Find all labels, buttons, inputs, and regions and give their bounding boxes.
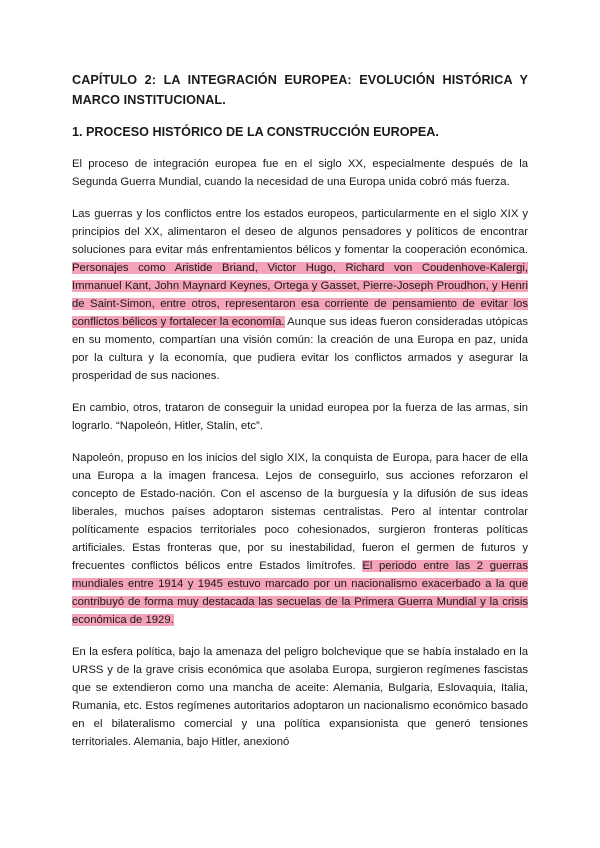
paragraph-1: El proceso de integración europea fue en el siglo XX, especialmente después de la Segunda Guerra Mundial, cuando la necesidad de una Europa unida cobró más fuerza. <box>72 158 528 188</box>
paragraph-3: En cambio, otros, trataron de conseguir la unidad europea por la fuerza de las armas, sin lograrlo. “Napoleón, Hitler, Stalin, etc”. <box>72 402 528 432</box>
paragraph-4 <box>72 449 528 629</box>
paragraph-4-text-a: Napoleón, propuso en los inicios del siglo XIX, la conquista de Europa, para hacer de ella una Europa a la imagen francesa. Lejos de conseguirlo, sus acciones reforzaron el concepto de Estado-nación. Con el ascenso de la burguesía y la difusión de sus ideas liberales, muchos países adoptaron sistemas centralistas. Pero al intentar controlar políticamente espacios territoriales poco cohesionados, surgieron fronteras políticas artificiales. Estas fronteras que, por su inestabilidad, fueron el germen de futuros y frecuentes conflictos bélicos entre Estados limítrofes. <box>72 452 528 572</box>
paragraph-2-text-a: Las guerras y los conflictos entre los estados europeos, particularmente en el siglo XIX y principios del XX, alimentaron el deseo de algunos pensadores y políticos de encontrar soluciones para evitar más enfrentamientos bélicos y fomentar la cooperación económica. <box>72 208 528 256</box>
highlight-periodo-entre-guerras: El periodo entre las 2 guerras mundiales entre 1914 y 1945 estuvo marcado por un nacionalismo exacerbado a la que contribuyó de forma muy destacada las secuelas de la Primera Guerra Mundial y la crisis económica de 1929. <box>72 560 528 626</box>
paragraph-2-text-b: Aunque sus ideas fueron consideradas utópicas en su momento, compartían una visión común: la creación de una Europa en paz, unida por la cultura y la economía, que pudiera evitar los conflictos armados y asegurar la prosperidad de sus naciones. <box>72 316 528 382</box>
chapter-title: CAPÍTULO 2: LA INTEGRACIÓN EUROPEA: EVOLUCIÓN HISTÓRICA Y MARCO INSTITUCIONAL. <box>72 73 528 107</box>
paragraph-5: En la esfera política, bajo la amenaza del peligro bolchevique que se había instalado en la URSS y de la grave crisis económica que asolaba Europa, surgieron regímenes fascistas que se extendieron como una mancha de aceite: Alemania, Bulgaria, Eslovaquia, Italia, Rumania, etc. Estos regímenes autoritarios adoptaron un nacionalismo económico basado en el bilateralismo comercial y una política expansionista que generó tensiones territoriales. Alemania, bajo Hitler, anexionó <box>72 646 528 748</box>
highlight-personajes: Personajes como Aristide Briand, Victor Hugo, Richard von Coudenhove-Kalergi, Immanuel Kant, John Maynard Keynes, Ortega y Gasset, Pierre-Joseph Proudhon, y Henri de Saint-Simon, entre otros, representaron esa corriente de pensamiento de evitar los conflictos bélicos y fortalecer la economía. <box>72 262 528 328</box>
paragraph-2 <box>72 205 528 385</box>
section-title: 1. PROCESO HISTÓRICO DE LA CONSTRUCCIÓN EUROPEA. <box>72 125 439 139</box>
